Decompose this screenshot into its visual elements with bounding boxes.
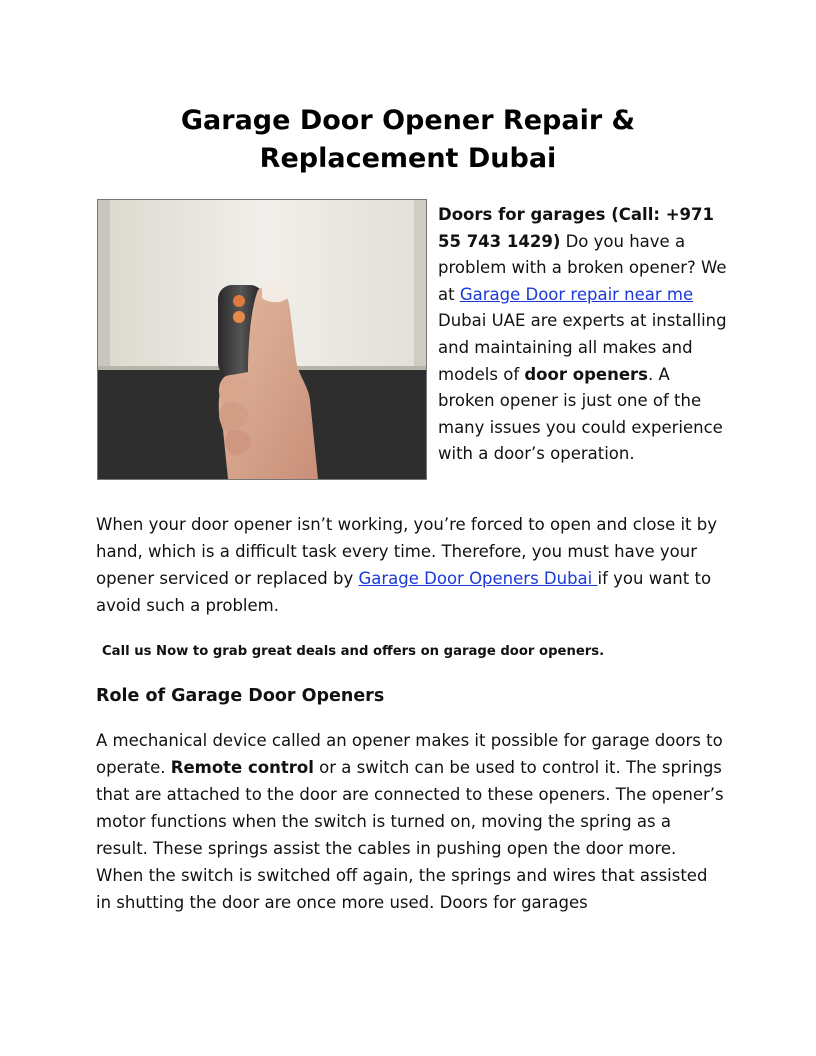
garage-remote-photo-icon	[98, 200, 426, 479]
intro-text-1: Do you have a problem with a broken opener? We at	[438, 231, 727, 304]
title-line-1: Garage Door Opener Repair &	[180, 105, 636, 136]
intro-paragraph	[438, 202, 730, 468]
remote-control-bold: Remote control	[170, 758, 314, 777]
page-title	[96, 102, 720, 178]
call-to-action: Call us Now to grab great deals and offers on garage door openers.	[102, 644, 605, 659]
paragraph2-text-2: or a switch can be used to control it. The springs that are attached to the door are connected to these openers. The opener’s motor functions when the switch is turned on, moving the spring as a result. These springs assist the cables in pushing open the door more. When the switch is switched off again, the springs and wires that assisted in shutting the door are once more used. Doors for garages	[96, 758, 724, 912]
role-paragraph	[96, 727, 726, 916]
garage-door-openers-dubai-link[interactable]: Garage Door Openers Dubai	[358, 569, 598, 588]
paragraph1-text-1: When your door opener isn’t working, you’re forced to open and close it by hand, which is a difficult task every time. Therefore, you must have your opener serviced or replaced by	[96, 515, 717, 588]
paragraph2-text-1: A mechanical device called an opener makes it possible for garage doors to operate.	[96, 731, 723, 777]
opener-not-working-paragraph	[96, 511, 726, 619]
remote-control-photo	[97, 199, 427, 480]
door-openers-bold: door openers	[524, 364, 648, 384]
intro-text-3: . A broken opener is just one of the many issues you could experience with a door’s operation.	[438, 364, 723, 464]
garage-door-repair-near-me-link[interactable]: Garage Door repair near me	[459, 284, 694, 304]
intro-text-2: Dubai UAE are experts at installing and maintaining all makes and models of	[438, 311, 727, 384]
title-line-2: Replacement Dubai	[259, 143, 557, 174]
section-heading: Role of Garage Door Openers	[96, 686, 385, 706]
paragraph1-text-2: if you want to avoid such a problem.	[96, 569, 712, 615]
call-number-lead: Doors for garages (Call: +971 55 743 1429)	[438, 205, 714, 251]
